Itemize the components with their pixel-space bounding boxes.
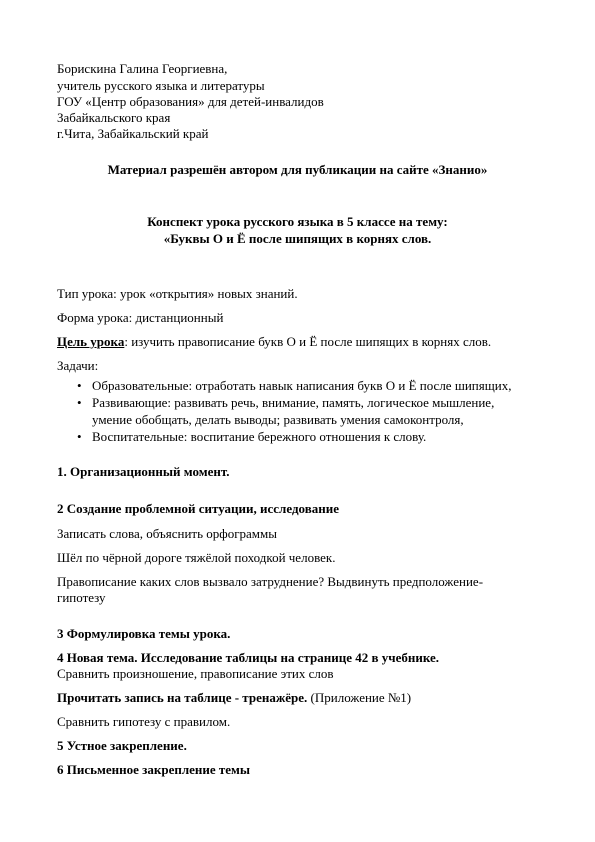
author-name: Борискина Галина Георгиевна, [57, 61, 228, 76]
author-organization: ГОУ «Центр образования» для детей-инвалидов [57, 94, 324, 109]
lesson-type: Тип урока: урок «открытия» новых знаний. [57, 286, 298, 301]
reading-task: Прочитать запись на таблице - тренажёре. [57, 690, 308, 705]
publication-permission: Материал разрешён автором для публикации на сайте «Знанио» [107, 162, 488, 177]
section-4-line: Сравнить гипотезу с правилом. [57, 714, 231, 729]
lesson-form: Форма урока: дистанционный [57, 310, 224, 325]
task-item: Образовательные: отработать навык написания букв О и Ё после шипящих, [92, 378, 512, 393]
bullet-icon: • [77, 429, 82, 444]
section-2-line: Шёл по чёрной дороге тяжёлой походкой человек. [57, 550, 336, 565]
goal-text: : изучить правописание букв О и Ё после шипящих в корнях слов. [124, 334, 492, 349]
goal-label: Цель урока [57, 334, 125, 349]
section-4-heading: 4 Новая тема. Исследование таблицы на странице 42 в учебнике. [57, 650, 440, 665]
author-position: учитель русского языка и литературы [57, 78, 265, 93]
bullet-icon: • [77, 395, 82, 410]
lesson-goal [57, 334, 491, 349]
section-4-line: Сравнить произношение, правописание этих слов [57, 666, 334, 681]
section-1-heading: 1. Организационный момент. [57, 464, 230, 479]
section-2-line: Записать слова, объяснить орфограммы [57, 526, 277, 541]
section-4-reading [57, 690, 411, 705]
section-2-line: гипотезу [57, 590, 106, 605]
lesson-title-line1: Конспект урока русского языка в 5 классе на тему: [147, 214, 448, 229]
section-2-heading: 2 Создание проблемной ситуации, исследование [57, 501, 339, 516]
task-item: Воспитательные: воспитание бережного отношения к слову. [92, 429, 427, 444]
bullet-icon: • [77, 378, 82, 393]
author-city: г.Чита, Забайкальский край [57, 126, 209, 141]
task-item-continuation: умение обобщать, делать выводы; развивать умения самоконтроля, [92, 412, 464, 427]
appendix-ref: (Приложение №1) [307, 690, 412, 705]
lesson-title-line2: «Буквы О и Ё после шипящих в корнях слов. [163, 231, 432, 246]
section-5-heading: 5 Устное закрепление. [57, 738, 187, 753]
task-item: Развивающие: развивать речь, внимание, память, логическое мышление, [92, 395, 495, 410]
tasks-label: Задачи: [57, 358, 99, 373]
author-region: Забайкальского края [57, 110, 171, 125]
section-6-heading: 6 Письменное закрепление темы [57, 762, 251, 777]
section-3-heading: 3 Формулировка темы урока. [57, 626, 231, 641]
section-2-line: Правописание каких слов вызвало затруднение? Выдвинуть предположение- [57, 574, 484, 589]
